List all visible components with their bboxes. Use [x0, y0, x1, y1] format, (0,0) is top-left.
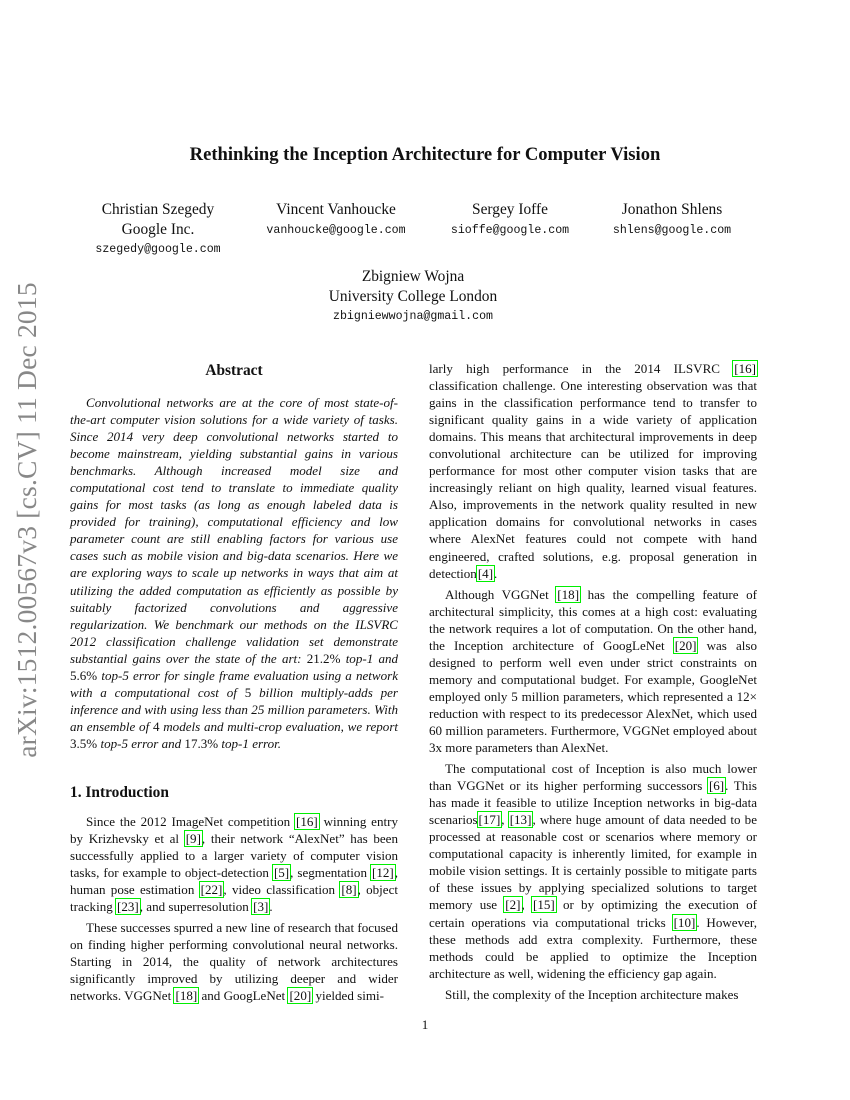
author-affiliation: University College London — [328, 287, 498, 305]
citation-link[interactable]: [5] — [273, 865, 290, 881]
author-email[interactable]: vanhoucke@google.com — [266, 223, 406, 237]
section-heading-introduction: 1. Introduction — [70, 783, 169, 801]
citation-link[interactable]: [23] — [117, 899, 139, 915]
citation-link[interactable]: [13] — [509, 812, 532, 828]
paragraph-text: , — [501, 812, 509, 828]
arxiv-identifier: arXiv:1512.00567v3 [cs.CV] 11 Dec 2015 — [11, 282, 42, 758]
paragraph-text: , object tracking — [70, 882, 398, 915]
author-block-szegedy — [78, 200, 238, 260]
author-email[interactable]: sioffe@google.com — [450, 223, 570, 237]
intro-paragraph-2 — [70, 919, 398, 1004]
author-email[interactable]: shlens@google.com — [612, 223, 732, 237]
paragraph-text: . However, these methods add extra complexity. Furthermore, these methods could be applied to optimize the Inception architecture as well, widening the efficiency gap again. — [429, 914, 757, 981]
paragraph-text: , human pose estimation — [70, 865, 398, 898]
paragraph-text: Since the 2012 ImageNet competition — [86, 813, 295, 829]
citation-link[interactable]: [15] — [533, 897, 555, 913]
paragraph-text: , where huge amount of data needed to be processed at reasonable cost or scenarios where memory or computational capacity is inherently limited, for example in mobile vision settings. It is certainly possible to mitigate parts of these issues by applying specialized solutions to target memory use — [429, 812, 757, 913]
intro-paragraph-1 — [70, 813, 398, 915]
citation-link[interactable]: [18] — [557, 586, 580, 602]
author-name: Zbigniew Wojna — [361, 268, 465, 285]
paragraph-text: and GoogLeNet — [198, 988, 289, 1004]
author-block-ioffe — [430, 200, 590, 241]
citation-link[interactable]: [6] — [708, 778, 725, 794]
right-column — [429, 360, 757, 1003]
paragraph-text: . This has made it feasible to utilize Inception networks in big-data scenarios — [429, 778, 757, 828]
author-affiliation: Google Inc. — [121, 220, 195, 238]
citation-link[interactable]: [4] — [477, 565, 494, 581]
citation-link[interactable]: [16] — [295, 813, 318, 829]
paper-title: Rethinking the Inception Architecture for Computer Vision — [189, 144, 661, 165]
citation-link[interactable]: [17] — [478, 812, 501, 828]
intro-paragraph-5 — [429, 986, 757, 1003]
paragraph-text: has the compelling feature of architectural simplicity, this comes at a high cost: evaluating the network requires a lot of computation. On the other hand, the Inception architecture of GoogLeNet — [429, 586, 757, 653]
abstract-heading: Abstract — [205, 362, 263, 379]
page-number: 1 — [421, 1017, 429, 1032]
paragraph-text: , segmentation — [290, 865, 371, 881]
author-block-vanhoucke — [246, 200, 426, 241]
arxiv-sidebar — [0, 282, 54, 758]
author-name: Christian Szegedy — [101, 201, 215, 218]
paragraph-text: was also designed to perform well even under strict constraints on memory and computational budget. For example, GoogleNet employed only 5 million parameters, which represented a 12× reduction with respect to its predecessor AlexNet, which used 60 million parameters. Furthermore, VGGNet employed about 3x more parameters than AlexNet. — [429, 637, 757, 756]
author-name: Jonathon Shlens — [621, 201, 723, 218]
paragraph-text: , — [521, 897, 532, 913]
paragraph-text: The computational cost of Inception is also much lower than VGGNet or its higher performing successors — [429, 761, 757, 794]
citation-link[interactable]: [22] — [200, 882, 223, 898]
author-email[interactable]: szegedy@google.com — [95, 243, 221, 256]
intro-paragraph-2-continued — [429, 360, 757, 582]
author-block-wojna — [275, 267, 551, 327]
citation-link[interactable]: [9] — [185, 831, 201, 847]
paragraph-text: larly high performance in the 2014 ILSVRC — [429, 361, 734, 376]
citation-link[interactable]: [8] — [341, 882, 357, 898]
citation-link[interactable]: [10] — [673, 914, 696, 930]
author-email[interactable]: zbigniewwojna@gmail.com — [332, 310, 494, 323]
author-name: Sergey Ioffe — [472, 201, 548, 218]
paragraph-text: yielded simi- — [312, 988, 384, 1004]
paragraph-text: , video classification — [223, 882, 341, 898]
citation-link[interactable]: [3] — [253, 899, 269, 915]
paragraph-text: . — [269, 899, 273, 915]
intro-paragraph-3 — [429, 586, 757, 756]
paragraph-text: These successes spurred a new line of research that focused on finding higher performing convolutional neural networks. Starting in 2014, the quality of network architectures significantly improved by utilizing deeper and wider networks. VGGNet — [70, 920, 398, 1004]
paragraph-text: . — [494, 565, 498, 581]
abstract-text: Convolutional networks are at the core of most state-of-the-art computer vision solutions for a wide variety of tasks. Since 2014 very deep convolutional networks started to become mainstream, yielding substantial gains in various benchmarks. Although increased model size and computational cost tend to translate to immediate quality gains for most tasks (as long as enough labeled data is provided for training), computational efficiency and low parameter count are still enabling factors for various use cases such as mobile vision and big-data scenarios. Here we are exploring ways to scale up networks in ways that aim at utilizing the added computation as efficiently as possible by suitably factorized convolutions and aggressive regularization. We benchmark our methods on the ILSVRC 2012 classification challenge validation set demonstrate substantial gains over the state of the art: 21.2% top-1 and 5.6% top-5 error for single frame evaluation using a network with a computational cost of 5 billion multiply-adds per inference and with using less than 25 million parameters. With an ensemble of 4 models and multi-crop evaluation, we report 3.5% top-5 error and 17.3% top-1 error. — [70, 395, 399, 751]
paragraph-text: , and superresolution — [139, 899, 253, 915]
citation-link[interactable]: [20] — [674, 637, 697, 653]
paragraph-text: Still, the complexity of the Inception architecture makes — [445, 986, 739, 1002]
paragraph-text: winning entry by Krizhevsky et al — [70, 813, 398, 847]
intro-paragraph-4 — [429, 760, 757, 982]
paragraph-text: Although VGGNet — [445, 586, 557, 602]
citation-link[interactable]: [16] — [734, 361, 756, 376]
left-column — [70, 362, 398, 1005]
paragraph-text: , their network “AlexNet” has been successfully applied to a larger variety of computer vision tasks, for example to object-detection — [70, 831, 398, 881]
citation-link[interactable]: [18] — [175, 988, 198, 1004]
author-block-shlens — [592, 200, 752, 241]
paragraph-text: or by optimizing the execution of certain operations via computational tricks — [429, 897, 757, 930]
author-name: Vincent Vanhoucke — [276, 201, 396, 218]
citation-link[interactable]: [12] — [371, 865, 394, 881]
citation-link[interactable]: [20] — [289, 988, 312, 1004]
citation-link[interactable]: [2] — [505, 897, 521, 913]
paragraph-text: classification challenge. One interesting observation was that gains in the classification performance tend to transfer to significant quality gains in a wide variety of application domains. This means that architectural improvements in deep convolutional architecture can be utilized for improving performance for most other computer vision tasks that are increasingly reliant on high quality, learned visual features. Also, improvements in the network quality resulted in new application domains for convolutional networks in cases where AlexNet features could not compete with hand engineered, crafted solutions, e.g. proposal generation in detection — [429, 378, 757, 581]
